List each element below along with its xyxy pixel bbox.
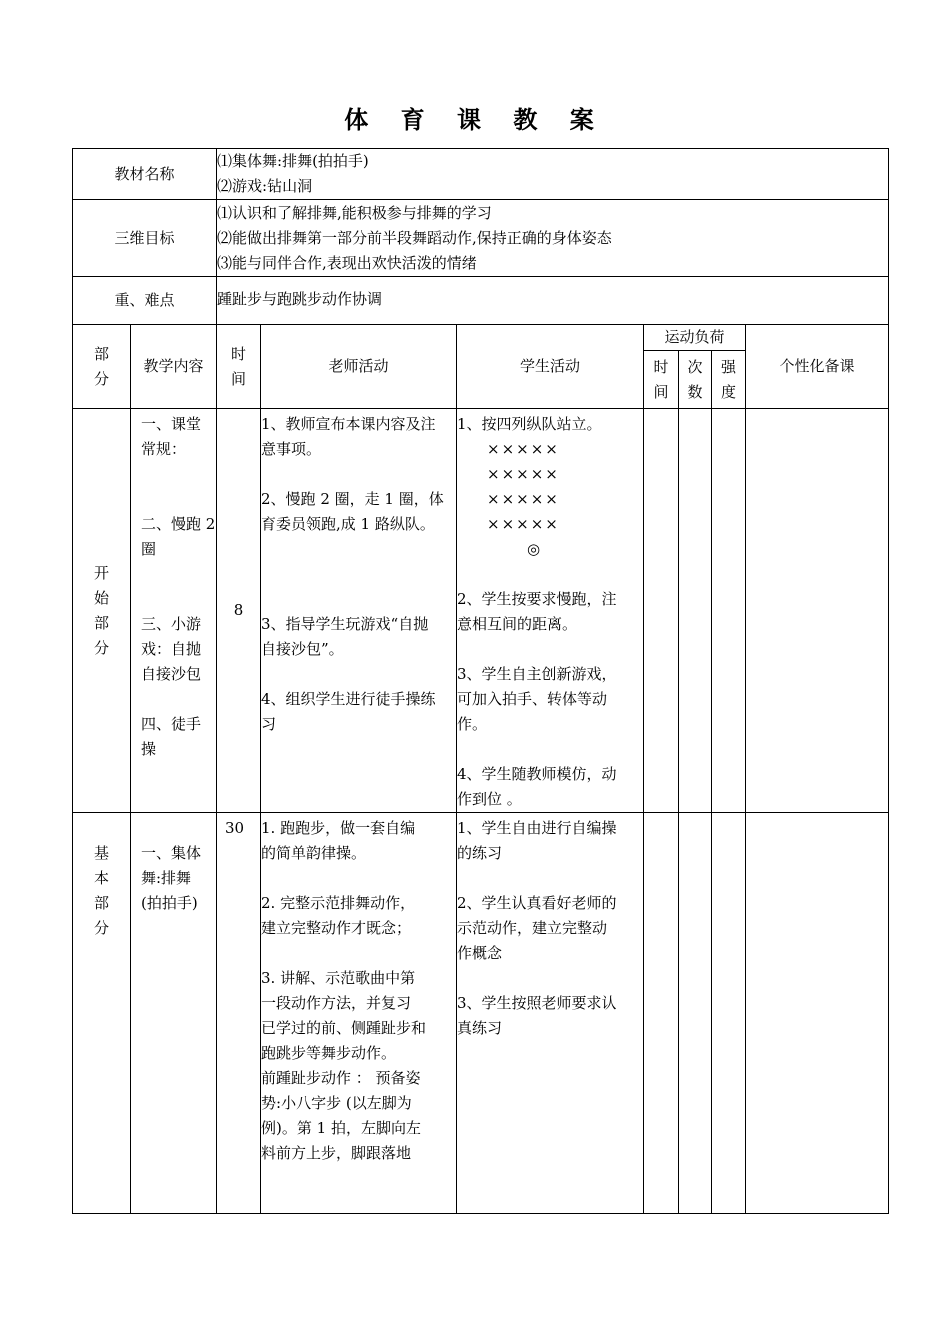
start-section-label: 开 始 部 分 [73, 409, 131, 813]
material-line: ⑵游戏:钻山洞 [217, 177, 313, 195]
key-label: 重、难点 [73, 277, 217, 325]
goals-cell [217, 200, 889, 277]
basic-load-count [679, 813, 712, 1214]
basic-section-label: 基 本 部 分 [73, 813, 131, 1214]
basic-load-time [644, 813, 679, 1214]
goal-line: ⑵能做出排舞第一部分前半段舞蹈动作,保持正确的身体姿态 [217, 228, 612, 247]
start-section-row [73, 409, 889, 813]
goals-row [73, 200, 889, 277]
material-line: ⑴集体舞:排舞(拍拍手) [217, 152, 369, 170]
start-notes [746, 409, 889, 813]
header-section: 部 分 [73, 325, 131, 409]
header-load: 运动负荷 [644, 325, 746, 351]
header-student: 学生活动 [457, 325, 644, 409]
formation-row: ××××× [487, 490, 560, 508]
basic-content: 一、集体 舞:排舞 (拍拍手) [131, 813, 217, 1214]
basic-notes [746, 813, 889, 1214]
goal-line: ⑶能与同伴合作,表现出欢快活泼的情绪 [217, 253, 477, 272]
formation-row: ××××× [487, 465, 560, 483]
header-notes: 个性化备课 [746, 325, 889, 409]
header-time: 时 间 [217, 325, 261, 409]
goals-label: 三维目标 [73, 200, 217, 277]
header-content: 教学内容 [131, 325, 217, 409]
basic-time: 30 [217, 813, 261, 1214]
formation-row: ××××× [487, 440, 560, 458]
header-load-intensity: 强 度 [712, 351, 746, 409]
basic-student: 1、学生自由进行自编操 的练习 2、学生认真看好老师的 示范动作，建立完整动 作概念 3、学生按照老师要求认 真练习 [457, 813, 644, 1214]
material-cell [217, 149, 889, 200]
start-load-intensity [712, 409, 746, 813]
start-load-time [644, 409, 679, 813]
start-content: 一、课堂 常规： 二、慢跑 2 圈 三、小游 戏：自抛 自接沙包 四、徒手 操 [131, 409, 217, 813]
material-row [73, 149, 889, 200]
start-time: 8 [217, 409, 261, 813]
basic-section-row [73, 813, 889, 1214]
basic-load-intensity [712, 813, 746, 1214]
basic-teacher: 1. 跑跑步，做一套自编 的简单韵律操。 2. 完整示范排舞动作， 建立完整动作才既念； 3. 讲解、示范歌曲中第 一段动作方法，并复习 已学过的前、侧踵趾步和 跑跳步等舞步动作。 前踵趾步动作 ： 预备姿 势:小八字步 (以左脚为 例)。第 1 拍，左脚向左 料前方上步，脚跟落地 [261, 813, 457, 1214]
goal-line: ⑴认识和了解排舞,能积极参与排舞的学习 [217, 203, 492, 222]
lesson-plan-table [72, 148, 889, 1214]
header-load-time: 时 间 [644, 351, 679, 409]
start-student: 1、按四列纵队站立。 ××××× ××××× ××××× ××××× ◎ 2、学生按要求慢跑，注 意相互间的距离。 3、学生自主创新游戏， 可加入拍手、转体等动 作。 4、学生随教师模仿，动 作到位 。 [457, 409, 644, 813]
teacher-position-mark: ◎ [527, 540, 541, 558]
header-load-count: 次 数 [679, 351, 712, 409]
page-title: 体 育 课 教 案 [344, 106, 606, 134]
start-teacher: 1、教师宣布本课内容及注 意事项。 2、慢跑 2 圈，走 1 圈，体 育委员领跑,成 1 路纵队。 3、指导学生玩游戏“自抛 自接沙包”。 4、组织学生进行徒手操练 习 [261, 409, 457, 813]
formation-row: ××××× [487, 515, 560, 533]
table-header-row [73, 325, 889, 351]
key-text: 踵趾步与跑跳步动作协调 [217, 277, 889, 325]
start-load-count [679, 409, 712, 813]
material-label: 教材名称 [73, 149, 217, 200]
header-teacher: 老师活动 [261, 325, 457, 409]
key-row [73, 277, 889, 325]
